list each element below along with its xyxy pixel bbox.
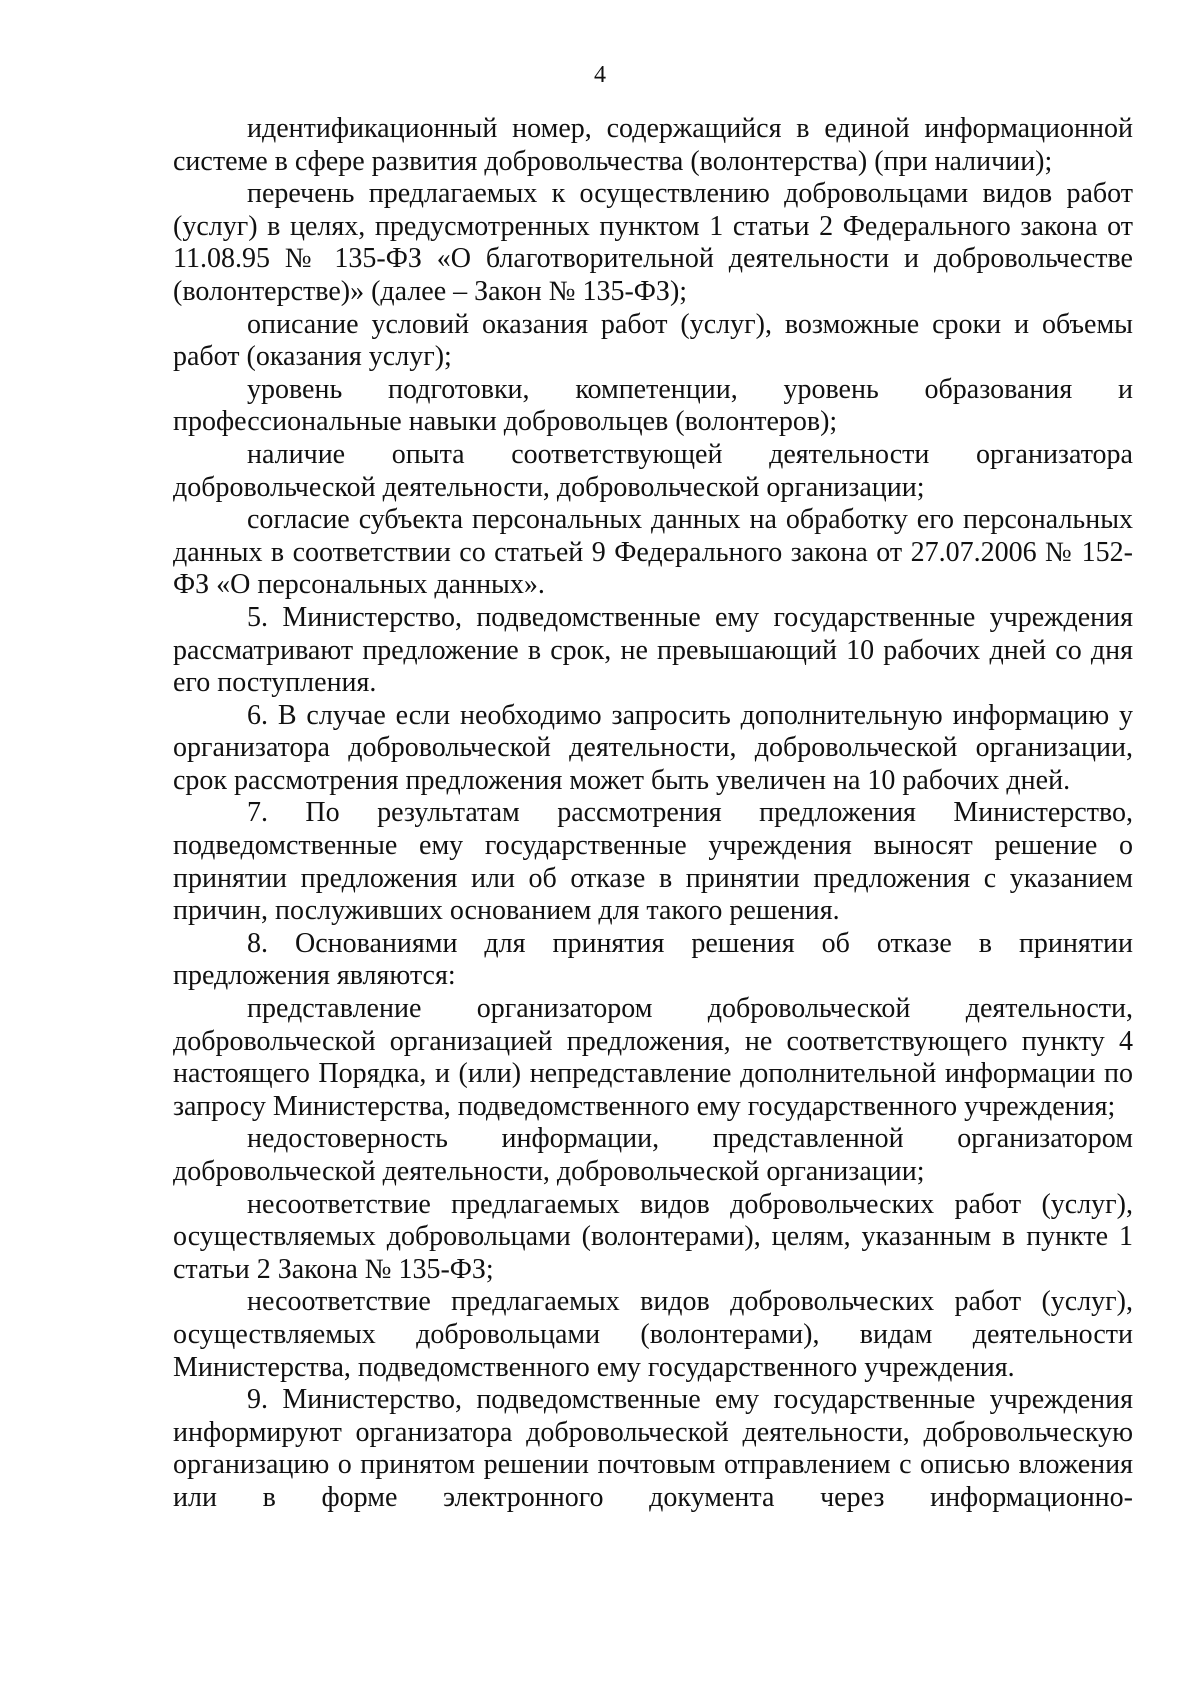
paragraph: согласие субъекта персональных данных на обработку его персональных данных в соответствии со статьей 9 Федерального закона от 27.07.2006 № 152-ФЗ «О персональных данных». [173,504,1133,601]
paragraph: уровень подготовки, компетенции, уровень образования и профессиональные навыки добровольцев (волонтеров); [173,373,1133,438]
paragraph: перечень предлагаемых к осуществлению добровольцами видов работ (услуг) в целях, предусмотренных пунктом 1 статьи 2 Федерального закона от 11.08.95 № 135-ФЗ «О благотворительной деятельности и добровольчестве (волонтерстве)» (далее – Закон № 135-ФЗ); [173,178,1133,307]
page-number: 4 [594,62,606,88]
paragraph: 5. Министерство, подведомственные ему государственные учреждения рассматривают предложение в срок, не превышающий 10 рабочих дней со дня его поступления. [173,601,1133,699]
document-body [173,113,1133,1515]
paragraph: несоответствие предлагаемых видов добровольческих работ (услуг), осуществляемых добровольцами (волонтерами), целям, указанным в пункте 1 статьи 2 Закона № 135-ФЗ; [173,1188,1133,1285]
paragraph: 9. Министерство, подведомственные ему государственные учреждения информируют организатора добровольческой деятельности, добровольческую организацию о принятом решении почтовым отправлением с описью вложения или в форме электронного документа через информационно- [173,1384,1133,1513]
paragraph: идентификационный номер, содержащийся в единой информационной системе в сфере развития добровольчества (волонтерства) (при наличии); [173,113,1133,177]
paragraph: недостоверность информации, представленной организатором добровольческой деятельности, добровольческой организации; [173,1123,1133,1187]
paragraph: описание условий оказания работ (услуг), возможные сроки и объемы работ (оказания услуг); [173,308,1133,373]
paragraph: 6. В случае если необходимо запросить дополнительную информацию у организатора добровольческой деятельности, добровольческой организации, срок рассмотрения предложения может быть увеличен на 10 рабочих дней. [173,699,1133,796]
paragraph: несоответствие предлагаемых видов добровольческих работ (услуг), осуществляемых добровольцами (волонтерами), видам деятельности Министерства, подведомственного ему государственного учреждения. [173,1286,1133,1383]
paragraph: 7. По результатам рассмотрения предложения Министерство, подведомственные ему государственные учреждения выносят решение о принятии предложения или об отказе в принятии предложения с указанием причин, послуживших основанием для такого решения. [173,797,1133,927]
paragraph: наличие опыта соответствующей деятельности организатора добровольческой деятельности, добровольческой организации; [173,438,1133,503]
paragraph: представление организатором добровольческой деятельности, добровольческой организацией предложения, не соответствующего пункту 4 настоящего Порядка, и (или) непредставление дополнительной информации по запросу Министерства, подведомственного ему государственного учреждения; [173,993,1133,1122]
paragraph: 8. Основаниями для принятия решения об отказе в принятии предложения являются: [173,927,1133,992]
